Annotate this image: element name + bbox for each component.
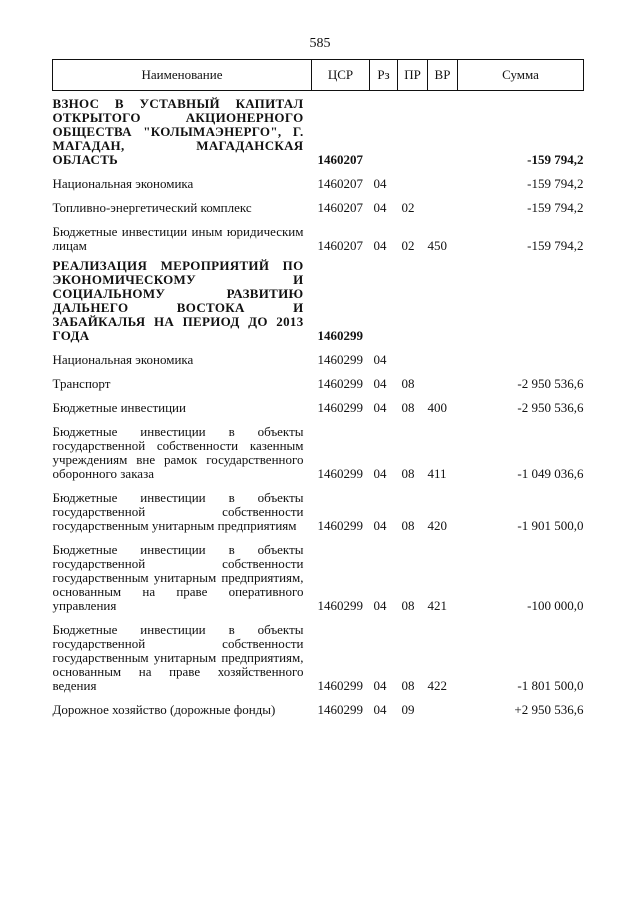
row-rz-cell: 04 xyxy=(373,176,387,191)
row-vr-cell: 421 xyxy=(427,598,447,613)
row-name-cell: РЕАЛИЗАЦИЯ МЕРОПРИЯТИЙ ПО ЭКОНОМИЧЕСКОМУ И СОЦИАЛЬНОМУ РАЗВИТИЮ ДАЛЬНЕГО ВОСТОКА И ЗАБАЙКАЛЬЯ НА ПЕРИОД ДО 2013 ГОДА xyxy=(52,258,304,343)
row-name-cell: Национальная экономика xyxy=(52,352,194,367)
header-csr: ЦСР xyxy=(312,60,370,91)
row-pr-cell: 08 xyxy=(401,466,415,481)
table-row xyxy=(53,703,584,717)
table-row xyxy=(53,425,584,481)
row-name-cell: Бюджетные инвестиции в объекты государственной собственности казенным учреждениям вне рамок государственного оборонного заказа xyxy=(52,424,304,481)
row-vr-cell xyxy=(428,97,458,167)
budget-table xyxy=(52,59,584,717)
row-name-cell: Бюджетные инвестиции xyxy=(52,400,186,415)
row-csr-cell: 1460207 xyxy=(317,176,363,191)
row-rz-cell: 04 xyxy=(373,238,387,253)
table-row xyxy=(53,225,584,253)
row-pr-cell xyxy=(398,353,428,367)
row-pr-cell: 08 xyxy=(401,400,415,415)
row-rz-cell: 04 xyxy=(373,376,387,391)
row-sum-cell: -159 794,2 xyxy=(527,176,584,191)
row-vr-cell xyxy=(428,177,458,191)
row-name-cell: Бюджетные инвестиции в объекты государственной собственности государственным унитарным предприятиям, основанным на праве хозяйственного ведения xyxy=(52,622,304,693)
row-sum-cell xyxy=(458,353,584,367)
header-sum: Сумма xyxy=(458,60,584,91)
row-sum-cell: -159 794,2 xyxy=(527,152,584,167)
row-pr-cell: 08 xyxy=(401,598,415,613)
row-rz-cell xyxy=(370,97,398,167)
row-vr-cell: 450 xyxy=(427,238,447,253)
row-sum-cell: -100 000,0 xyxy=(527,598,584,613)
row-rz-cell: 04 xyxy=(373,466,387,481)
row-pr-cell: 08 xyxy=(401,678,415,693)
row-pr-cell xyxy=(398,97,428,167)
row-pr-cell: 09 xyxy=(401,702,415,717)
row-vr-cell: 420 xyxy=(427,518,447,533)
row-rz-cell: 04 xyxy=(373,678,387,693)
row-name-cell: Национальная экономика xyxy=(52,176,194,191)
table-row xyxy=(53,259,584,343)
table-row xyxy=(53,201,584,215)
table-body xyxy=(53,91,584,718)
row-vr-cell xyxy=(428,259,458,343)
row-csr-cell: 1460299 xyxy=(317,376,363,391)
table-row xyxy=(53,491,584,533)
row-csr-cell: 1460299 xyxy=(317,400,363,415)
table-row xyxy=(53,623,584,693)
row-name-cell: Топливно-энергетический комплекс xyxy=(52,200,252,215)
row-sum-cell: -2 950 536,6 xyxy=(517,376,584,391)
row-name-cell: Транспорт xyxy=(52,376,111,391)
row-name-cell: ВЗНОС В УСТАВНЫЙ КАПИТАЛ ОТКРЫТОГО АКЦИОНЕРНОГО ОБЩЕСТВА "КОЛЫМАЭНЕРГО", Г. МАГАДАН, МАГАДАНСКАЯ ОБЛАСТЬ xyxy=(52,96,304,167)
row-rz-cell: 04 xyxy=(373,702,387,717)
row-rz-cell: 04 xyxy=(373,352,387,367)
row-csr-cell: 1460299 xyxy=(317,702,363,717)
row-rz-cell: 04 xyxy=(373,400,387,415)
row-pr-cell: 02 xyxy=(401,238,415,253)
row-pr-cell: 02 xyxy=(401,200,415,215)
row-pr-cell xyxy=(398,177,428,191)
row-vr-cell xyxy=(428,201,458,215)
table-row xyxy=(53,353,584,367)
row-sum-cell: -1 901 500,0 xyxy=(517,518,584,533)
row-vr-cell xyxy=(428,703,458,717)
row-vr-cell xyxy=(428,353,458,367)
row-csr-cell: 1460299 xyxy=(317,518,363,533)
row-vr-cell: 422 xyxy=(427,678,447,693)
row-csr-cell: 1460299 xyxy=(317,598,363,613)
row-rz-cell xyxy=(370,259,398,343)
row-name-cell: Бюджетные инвестиции иным юридическим лицам xyxy=(52,224,304,253)
table-row xyxy=(53,401,584,415)
row-csr-cell: 1460299 xyxy=(317,678,363,693)
header-rz: Рз xyxy=(370,60,398,91)
row-rz-cell: 04 xyxy=(373,598,387,613)
page-number: 585 xyxy=(309,36,331,51)
row-sum-cell: -1 801 500,0 xyxy=(517,678,584,693)
row-pr-cell xyxy=(398,259,428,343)
header-pr: ПР xyxy=(398,60,428,91)
row-rz-cell: 04 xyxy=(373,518,387,533)
row-pr-cell: 08 xyxy=(401,518,415,533)
table-row xyxy=(53,543,584,613)
row-csr-cell: 1460207 xyxy=(317,238,363,253)
row-csr-cell: 1460299 xyxy=(317,328,363,343)
row-csr-cell: 1460207 xyxy=(317,152,363,167)
row-vr-cell: 400 xyxy=(427,400,447,415)
table-row xyxy=(53,377,584,391)
row-sum-cell: -159 794,2 xyxy=(527,238,584,253)
row-csr-cell: 1460299 xyxy=(317,352,363,367)
row-sum-cell: +2 950 536,6 xyxy=(514,702,584,717)
header-name: Наименование xyxy=(53,60,312,91)
row-sum-cell: -2 950 536,6 xyxy=(517,400,584,415)
table-row xyxy=(53,177,584,191)
row-name-cell: Бюджетные инвестиции в объекты государственной собственности государственным унитарным предприятиям, основанным на праве оперативного управления xyxy=(52,542,304,613)
row-csr-cell: 1460207 xyxy=(317,200,363,215)
row-sum-cell xyxy=(458,259,584,343)
row-vr-cell xyxy=(428,377,458,391)
row-vr-cell: 411 xyxy=(427,466,447,481)
row-name-cell: Бюджетные инвестиции в объекты государственной собственности государственным унитарным предприятиям xyxy=(52,490,304,533)
row-pr-cell: 08 xyxy=(401,376,415,391)
row-csr-cell: 1460299 xyxy=(317,466,363,481)
row-name-cell: Дорожное хозяйство (дорожные фонды) xyxy=(52,702,276,717)
row-sum-cell: -159 794,2 xyxy=(527,200,584,215)
table-header-row xyxy=(53,60,584,91)
row-sum-cell: -1 049 036,6 xyxy=(517,466,584,481)
header-vr: ВР xyxy=(428,60,458,91)
table-row xyxy=(53,97,584,167)
row-rz-cell: 04 xyxy=(373,200,387,215)
